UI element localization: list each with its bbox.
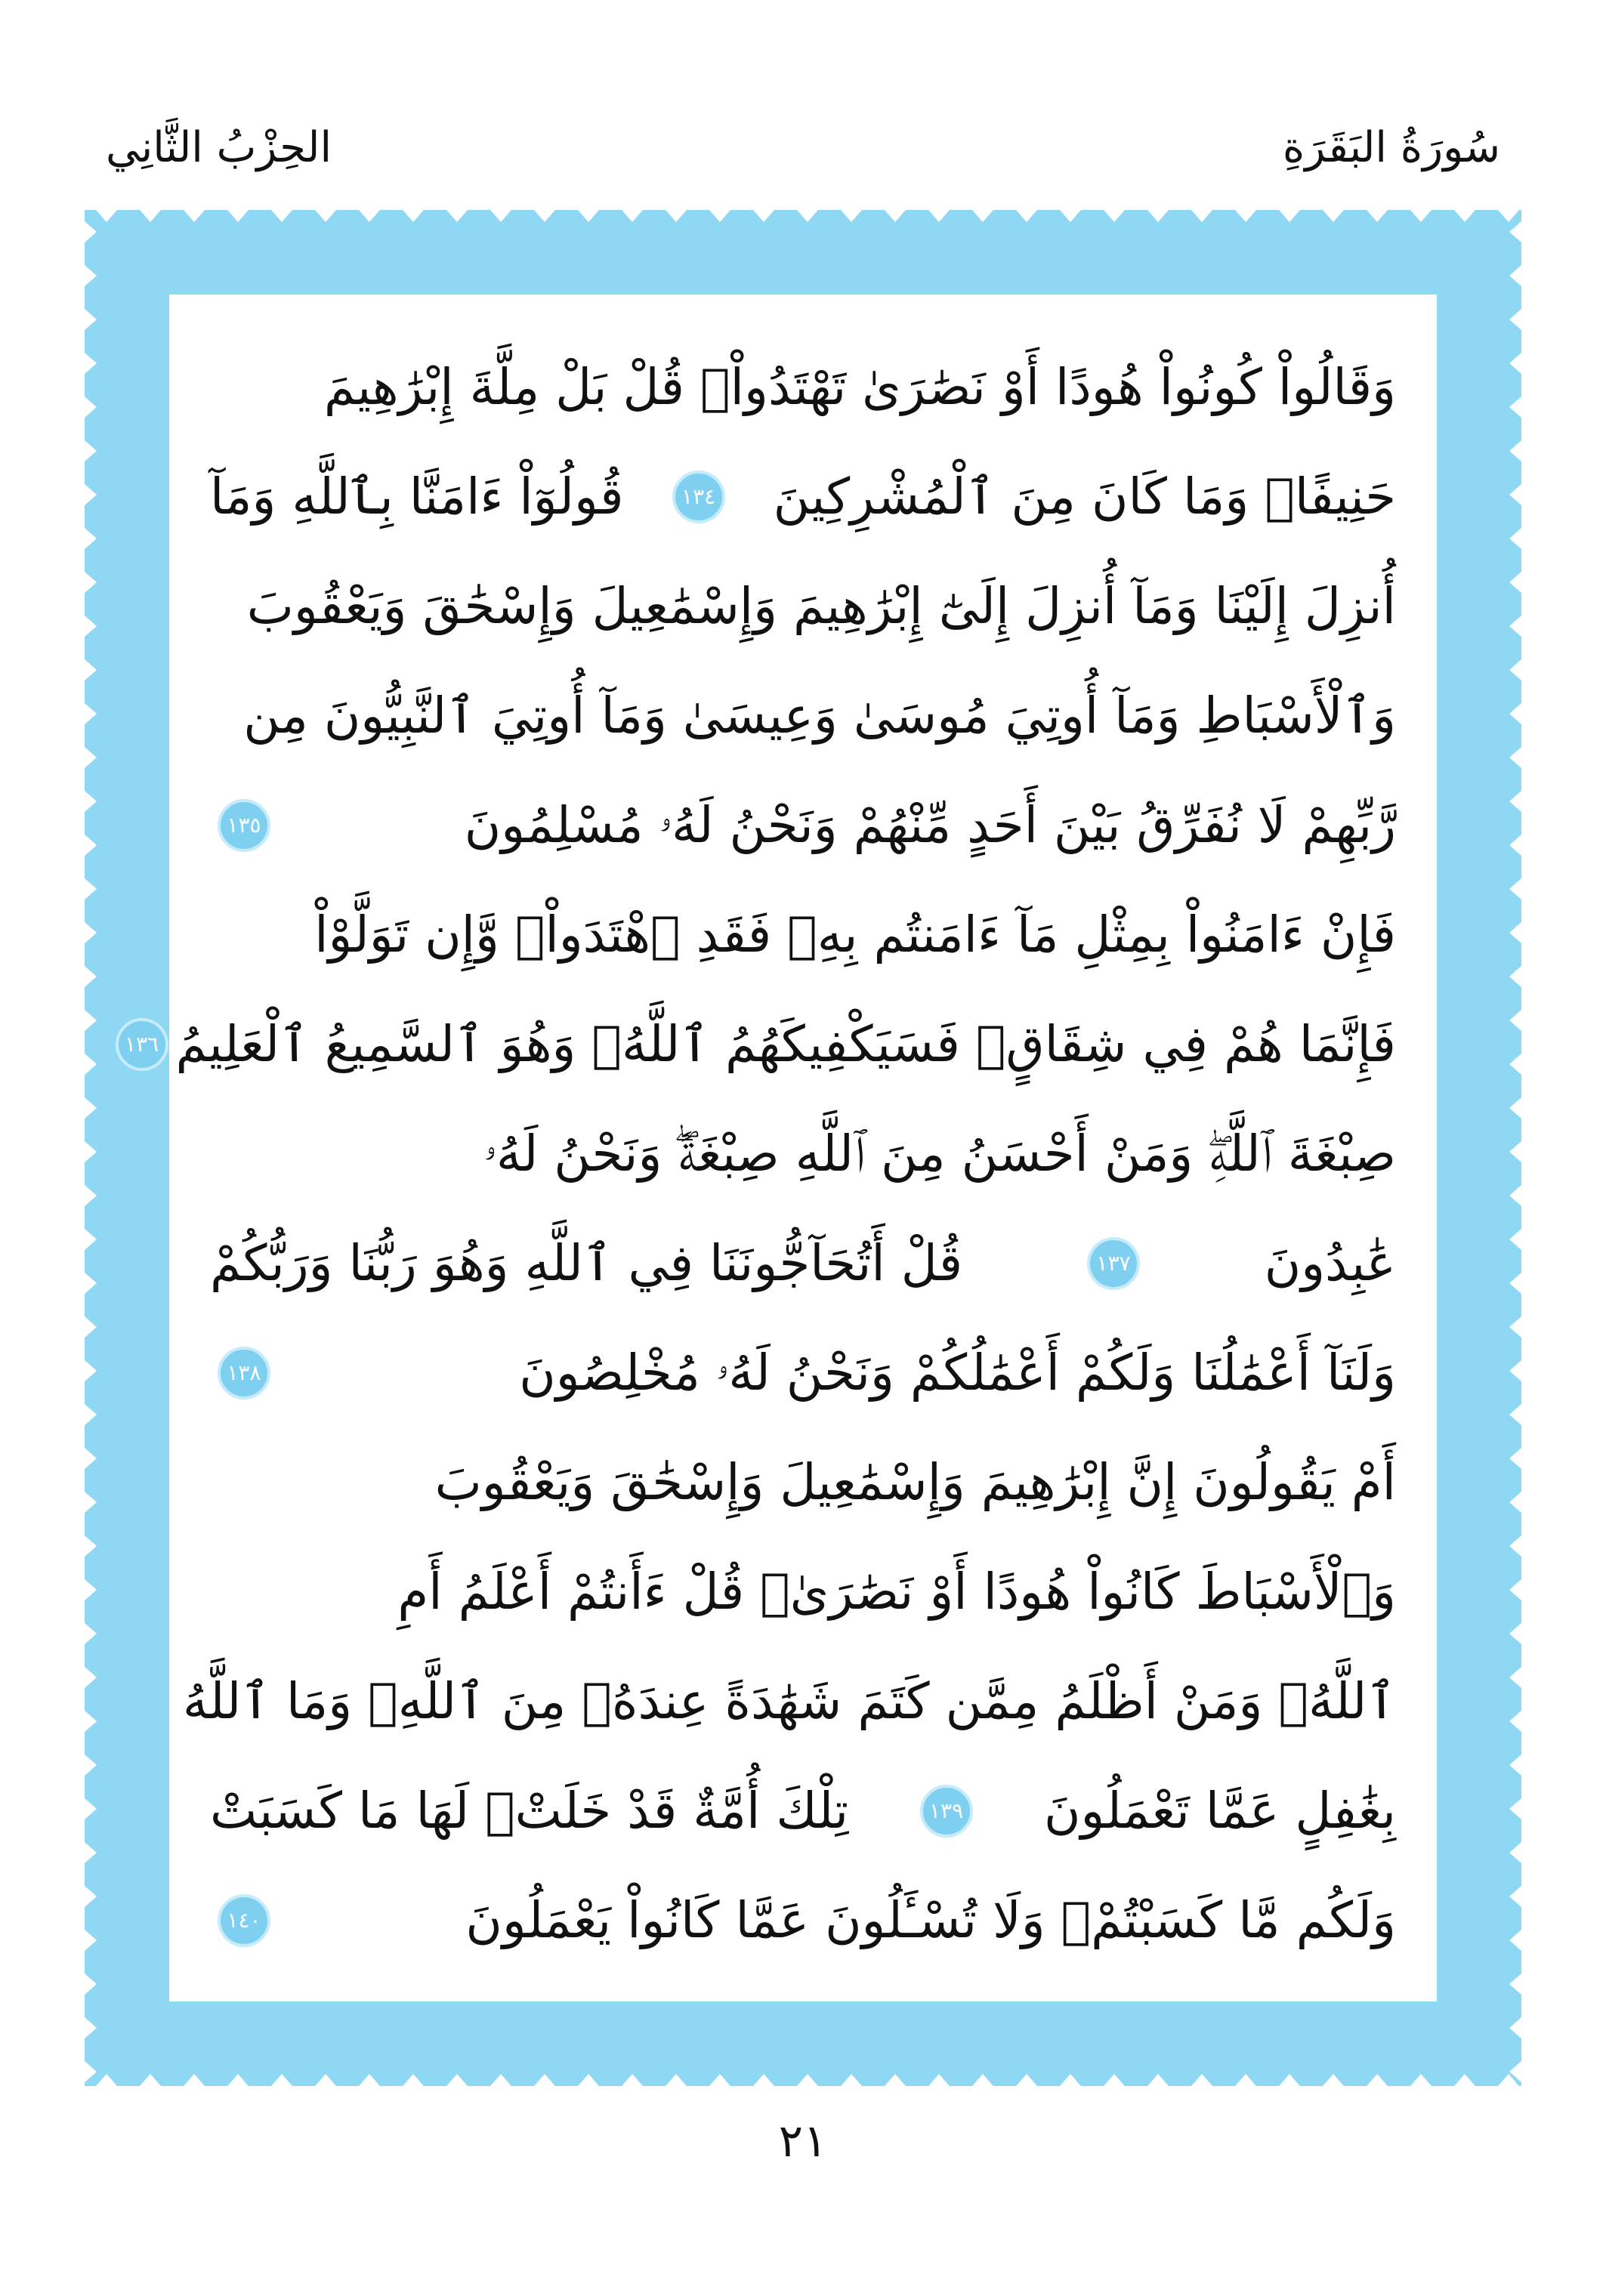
line-text: فَإِنَّمَا هُمْ فِي شِقَاقٍۖ فَسَيَكْفِيكَهُمُ ٱللَّهُۚ وَهُوَ ٱلسَّمِيعُ ٱلْعَلِيمُ	[175, 1014, 1396, 1073]
page-number: ٢١	[778, 2115, 828, 2168]
line-text-continued: قُولُوٓاْ ءَامَنَّا بِٱللَّهِ وَمَآ	[210, 467, 624, 526]
line-text: رَّبِّهِمْ لَا نُفَرِّقُ بَيْنَ أَحَدٍ مِّنْهُمْ وَنَحْنُ لَهُۥ مُسْلِمُونَ	[464, 795, 1396, 854]
line-text: بِغَٰفِلٍ عَمَّا تَعْمَلُونَ	[1044, 1781, 1396, 1840]
verse-line-11	[210, 1427, 1396, 1537]
ayah-number-marker: ١٣٤	[672, 471, 725, 523]
line-text: وَٱلْأَسْبَاطَ كَانُواْ هُودًا أَوْ نَصَٰرَىٰۗ قُلْ ءَأَنتُمْ أَعْلَمُ أَمِ	[397, 1562, 1396, 1621]
verse-line-13	[182, 1646, 1396, 1756]
line-text: عَٰبِدُونَ	[1264, 1233, 1396, 1292]
line-text-continued: تِلْكَ أُمَّةٌ قَدْ خَلَتْۖ لَهَا مَا كَسَبَتْ	[210, 1781, 849, 1840]
ayah-number-marker: ١٣٧	[1087, 1237, 1140, 1290]
line-text: ٱللَّهُۗ وَمَنْ أَظْلَمُ مِمَّن كَتَمَ شَهَٰدَةً عِندَهُۥ مِنَ ٱللَّهِۗ وَمَا ٱللَّهُ	[182, 1671, 1396, 1730]
line-text: وَلَكُم مَّا كَسَبْتُمْۖ وَلَا تُسْـَٔلُونَ عَمَّا كَانُواْ يَعْمَلُونَ	[465, 1890, 1396, 1949]
ayah-number-marker: ١٣٥	[218, 799, 270, 852]
verse-line-6	[210, 880, 1396, 989]
verse-line-12	[210, 1537, 1396, 1646]
line-text: صِبْغَةَ ٱللَّهِۖ وَمَنْ أَحْسَنُ مِنَ ٱللَّهِ صِبْغَةًۖ وَنَحْنُ لَهُۥ	[483, 1124, 1396, 1183]
ornamental-frame	[85, 210, 1521, 2086]
line-text-continued: قُلْ أَتُحَآجُّونَنَا فِي ٱللَّهِ وَهُوَ رَبُّنَا وَرَبُّكُمْ	[210, 1233, 963, 1292]
verse-line-15	[210, 1866, 1396, 1975]
ayah-number-marker: ١٣٦	[116, 1018, 168, 1071]
verse-line-14	[210, 1756, 1396, 1866]
ayah-number-marker: ١٣٩	[920, 1785, 973, 1838]
verse-line-5	[210, 770, 1396, 880]
surah-name: سُورَةُ البَقَرَةِ	[1282, 122, 1500, 172]
line-text: وَٱلْأَسْبَاطِ وَمَآ أُوتِيَ مُوسَىٰ وَعِيسَىٰ وَمَآ أُوتِيَ ٱلنَّبِيُّونَ مِن	[243, 686, 1396, 745]
line-text: أَمْ يَقُولُونَ إِنَّ إِبْرَٰهِيمَ وَإِسْمَٰعِيلَ وَإِسْحَٰقَ وَيَعْقُوبَ	[434, 1452, 1396, 1511]
verse-lines	[124, 332, 1396, 1971]
hizb-name: الحِزْبُ الثَّانِي	[106, 122, 332, 172]
page-header	[106, 113, 1500, 181]
verse-line-4	[210, 661, 1396, 770]
ayah-number-marker: ١٣٨	[218, 1347, 270, 1400]
verse-line-7	[124, 989, 1396, 1099]
line-text: فَإِنْ ءَامَنُواْ بِمِثْلِ مَآ ءَامَنتُم بِهِۦ فَقَدِ ٱهْتَدَواْۖ وَّإِن تَوَلَّوْاْ	[314, 905, 1396, 964]
line-text: حَنِيفًاۖ وَمَا كَانَ مِنَ ٱلْمُشْرِكِينَ	[773, 467, 1396, 526]
line-text: وَقَالُواْ كُونُواْ هُودًا أَوْ نَصَٰرَىٰ تَهْتَدُواْۗ قُلْ بَلْ مِلَّةَ إِبْرَٰهِيمَ	[323, 357, 1396, 416]
ayah-number-marker: ١٤٠	[218, 1894, 270, 1947]
verse-line-9	[210, 1208, 1396, 1318]
line-text: وَلَنَآ أَعْمَٰلُنَا وَلَكُمْ أَعْمَٰلُكُمْ وَنَحْنُ لَهُۥ مُخْلِصُونَ	[519, 1343, 1396, 1402]
verse-line-10	[210, 1318, 1396, 1427]
text-panel	[124, 295, 1437, 2001]
verse-line-2	[210, 442, 1396, 551]
verse-line-1	[210, 332, 1396, 442]
line-text: أُنزِلَ إِلَيْنَا وَمَآ أُنزِلَ إِلَىٰٓ إِبْرَٰهِيمَ وَإِسْمَٰعِيلَ وَإِسْحَٰقَ وَيَعْقُوبَ	[246, 576, 1396, 635]
verse-line-3	[210, 551, 1396, 661]
verse-line-8	[210, 1099, 1396, 1208]
